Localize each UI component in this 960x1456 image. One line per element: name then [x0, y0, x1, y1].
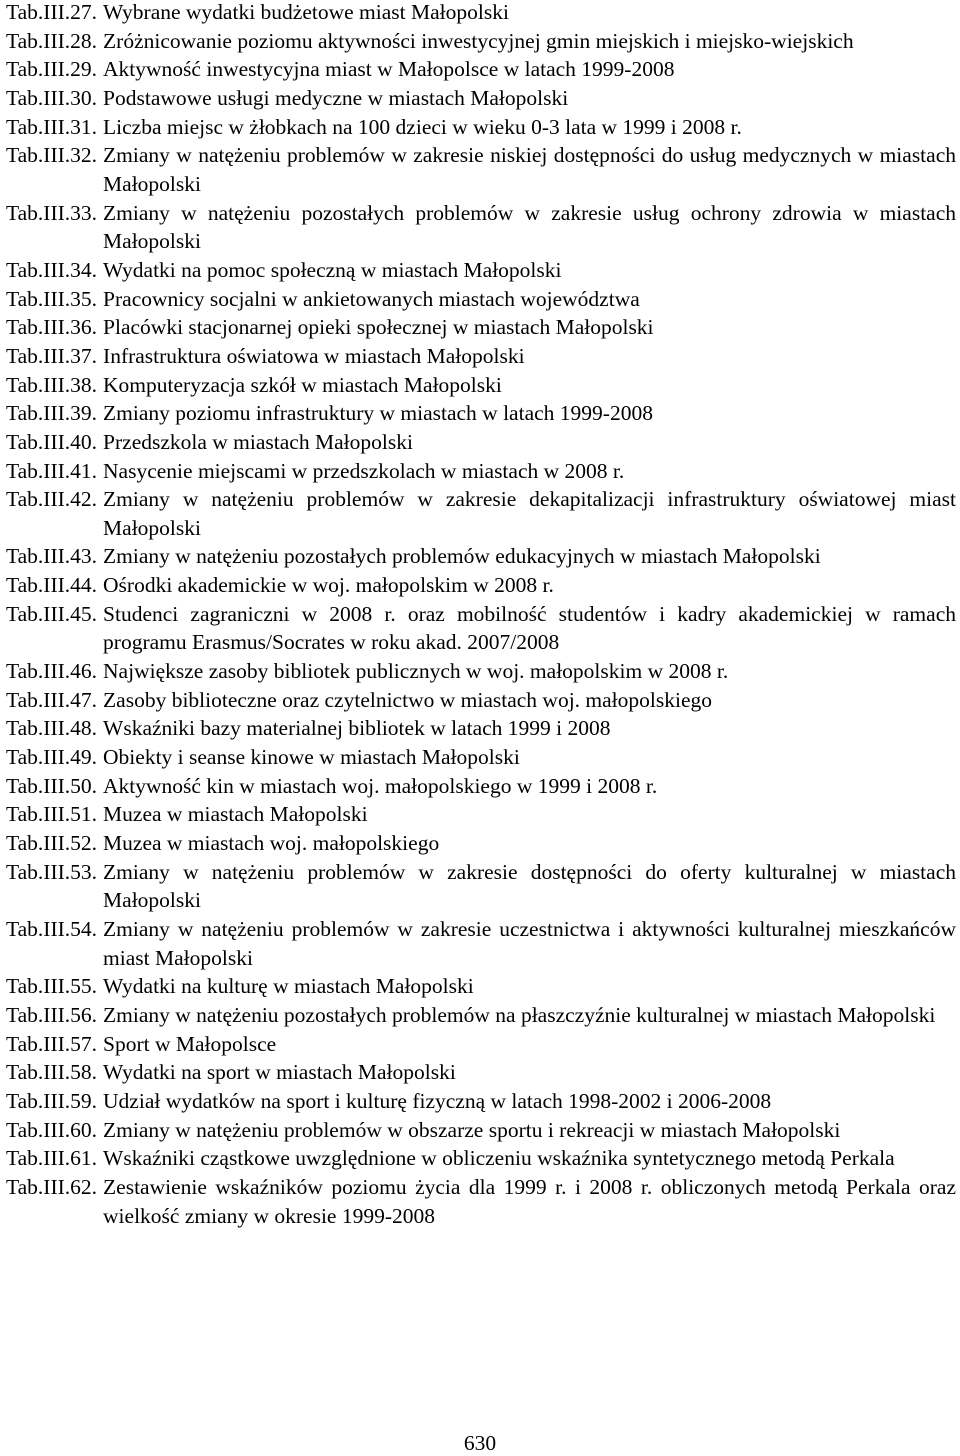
- table-list-item: [6, 1144, 956, 1173]
- table-list-item: [6, 55, 956, 84]
- table-number: Tab.III.36.: [6, 315, 98, 340]
- table-title: Placówki stacjonarnej opieki społecznej w miastach Małopolski: [103, 315, 654, 340]
- table-list-item: [6, 1030, 956, 1059]
- table-title: Studenci zagraniczni w 2008 r. oraz mobilność studentów i kadry akademickiej w ramach programu Erasmus/Socrates w roku akad. 2007/2008: [103, 601, 956, 655]
- table-title: Infrastruktura oświatowa w miastach Małopolski: [103, 343, 525, 368]
- table-list-item: [6, 743, 956, 772]
- table-list-item: [6, 915, 956, 972]
- table-number: Tab.III.60.: [6, 1117, 98, 1142]
- table-list-item: [6, 399, 956, 428]
- table-number: Tab.III.59.: [6, 1088, 98, 1113]
- table-title: Sport w Małopolsce: [103, 1031, 277, 1056]
- table-list-item: [6, 256, 956, 285]
- table-title: Zasoby biblioteczne oraz czytelnictwo w miastach woj. małopolskiego: [103, 687, 713, 712]
- table-title: Wskaźniki cząstkowe uwzględnione w obliczeniu wskaźnika syntetycznego metodą Perkala: [103, 1146, 895, 1171]
- table-title: Zmiany w natężeniu problemów w zakresie dostępności do oferty kulturalnej w miastach Małopolski: [103, 859, 956, 913]
- table-list-item: [6, 1173, 956, 1230]
- table-list-item: [6, 1116, 956, 1145]
- table-title: Wydatki na kulturę w miastach Małopolski: [103, 974, 474, 999]
- table-list-item: [6, 829, 956, 858]
- table-number: Tab.III.31.: [6, 114, 98, 139]
- table-title: Wskaźniki bazy materialnej bibliotek w latach 1999 i 2008: [103, 716, 611, 741]
- table-title: Liczba miejsc w żłobkach na 100 dzieci w wieku 0-3 lata w 1999 i 2008 r.: [103, 114, 742, 139]
- table-list-item: [6, 141, 956, 198]
- table-list-item: [6, 714, 956, 743]
- table-list-item: [6, 485, 956, 542]
- table-title: Zróżnicowanie poziomu aktywności inwestycyjnej gmin miejskich i miejsko-wiejskich: [103, 28, 854, 53]
- table-number: Tab.III.27.: [6, 0, 98, 24]
- table-number: Tab.III.30.: [6, 85, 98, 110]
- table-title: Zmiany w natężeniu pozostałych problemów w zakresie usług ochrony zdrowia w miastach Małopolski: [103, 200, 956, 254]
- page-number: 630: [463, 1431, 497, 1455]
- table-list-item: [6, 800, 956, 829]
- table-title: Wybrane wydatki budżetowe miast Małopolski: [103, 0, 509, 24]
- table-list-item: [6, 27, 956, 56]
- table-title: Wydatki na sport w miastach Małopolski: [103, 1060, 456, 1085]
- table-title: Największe zasoby bibliotek publicznych w woj. małopolskim w 2008 r.: [103, 659, 729, 684]
- table-title: Podstawowe usługi medyczne w miastach Małopolski: [103, 85, 569, 110]
- table-number: Tab.III.58.: [6, 1060, 98, 1085]
- table-list-item: [6, 542, 956, 571]
- table-list-item: [6, 285, 956, 314]
- table-number: Tab.III.47.: [6, 687, 98, 712]
- table-number: Tab.III.51.: [6, 802, 98, 827]
- table-number: Tab.III.52.: [6, 831, 98, 856]
- table-title: Zmiany w natężeniu problemów w zakresie uczestnictwa i aktywności kulturalnej mieszkańców miast Małopolski: [103, 917, 956, 970]
- table-list-item: [6, 1058, 956, 1087]
- table-number: Tab.III.39.: [6, 401, 98, 426]
- table-title: Pracownicy socjalni w ankietowanych miastach województwa: [103, 286, 640, 311]
- table-title: Muzea w miastach woj. małopolskiego: [103, 831, 440, 856]
- table-number: Tab.III.42.: [6, 487, 98, 512]
- table-list-item: [6, 1001, 956, 1030]
- table-number: Tab.III.29.: [6, 57, 98, 82]
- table-number: Tab.III.49.: [6, 745, 98, 770]
- table-list-item: [6, 772, 956, 801]
- list-of-tables: [6, 0, 956, 1230]
- table-title: Aktywność inwestycyjna miast w Małopolsce w latach 1999-2008: [103, 57, 675, 82]
- table-title: Nasycenie miejscami w przedszkolach w miastach w 2008 r.: [103, 458, 625, 483]
- table-title: Aktywność kin w miastach woj. małopolskiego w 1999 i 2008 r.: [103, 773, 658, 798]
- table-number: Tab.III.35.: [6, 286, 98, 311]
- table-number: Tab.III.54.: [6, 917, 98, 941]
- table-number: Tab.III.50.: [6, 773, 98, 798]
- table-number: Tab.III.53.: [6, 859, 98, 884]
- table-list-item: [6, 657, 956, 686]
- table-number: Tab.III.44.: [6, 573, 98, 598]
- table-title: Zmiany w natężeniu problemów w zakresie dekapitalizacji infrastruktury oświatowej miast Małopolski: [103, 487, 956, 540]
- table-list-item: [6, 0, 956, 27]
- table-number: Tab.III.40.: [6, 429, 98, 454]
- table-list-item: [6, 972, 956, 1001]
- table-title: Zmiany w natężeniu pozostałych problemów na płaszczyźnie kulturalnej w miastach Małopolski: [103, 1002, 936, 1027]
- table-number: Tab.III.43.: [6, 544, 98, 569]
- table-list-item: [6, 428, 956, 457]
- table-number: Tab.III.56.: [6, 1002, 98, 1027]
- table-list-item: [6, 457, 956, 486]
- table-list-item: [6, 858, 956, 915]
- table-title: Zestawienie wskaźników poziomu życia dla 1999 r. i 2008 r. obliczonych metodą Perkala oraz wielkość zmiany w okresie 1999-2008: [103, 1174, 956, 1228]
- table-title: Wydatki na pomoc społeczną w miastach Małopolski: [103, 257, 562, 282]
- table-title: Komputeryzacja szkół w miastach Małopolski: [103, 372, 502, 397]
- table-title: Zmiany w natężeniu problemów w obszarze sportu i rekreacji w miastach Małopolski: [103, 1117, 841, 1142]
- table-number: Tab.III.37.: [6, 343, 98, 368]
- table-number: Tab.III.62.: [6, 1174, 98, 1199]
- table-number: Tab.III.57.: [6, 1031, 98, 1056]
- table-title: Zmiany w natężeniu problemów w zakresie niskiej dostępności do usług medycznych w miastach Małopolski: [103, 143, 956, 196]
- table-title: Przedszkola w miastach Małopolski: [103, 429, 413, 454]
- table-title: Muzea w miastach Małopolski: [103, 802, 368, 827]
- table-number: Tab.III.61.: [6, 1146, 98, 1171]
- table-list-item: [6, 1087, 956, 1116]
- table-title: Zmiany poziomu infrastruktury w miastach w latach 1999-2008: [103, 401, 653, 426]
- table-number: Tab.III.41.: [6, 458, 98, 483]
- table-list-item: [6, 342, 956, 371]
- table-number: Tab.III.45.: [6, 601, 98, 626]
- table-number: Tab.III.55.: [6, 974, 98, 999]
- table-list-item: [6, 113, 956, 142]
- table-title: Zmiany w natężeniu pozostałych problemów edukacyjnych w miastach Małopolski: [103, 544, 821, 569]
- table-title: Ośrodki akademickie w woj. małopolskim w 2008 r.: [103, 573, 554, 598]
- table-list-item: [6, 686, 956, 715]
- table-number: Tab.III.34.: [6, 257, 98, 282]
- table-list-item: [6, 600, 956, 657]
- table-list-item: [6, 571, 956, 600]
- table-number: Tab.III.33.: [6, 200, 98, 225]
- table-title: Obiekty i seanse kinowe w miastach Małopolski: [103, 745, 520, 770]
- table-list-item: [6, 371, 956, 400]
- table-number: Tab.III.46.: [6, 659, 98, 684]
- table-number: Tab.III.32.: [6, 143, 98, 168]
- table-list-item: [6, 313, 956, 342]
- table-list-item: [6, 199, 956, 256]
- table-number: Tab.III.28.: [6, 28, 98, 53]
- table-list-item: [6, 84, 956, 113]
- table-number: Tab.III.38.: [6, 372, 98, 397]
- table-number: Tab.III.48.: [6, 716, 98, 741]
- table-title: Udział wydatków na sport i kulturę fizyczną w latach 1998-2002 i 2006-2008: [103, 1088, 772, 1113]
